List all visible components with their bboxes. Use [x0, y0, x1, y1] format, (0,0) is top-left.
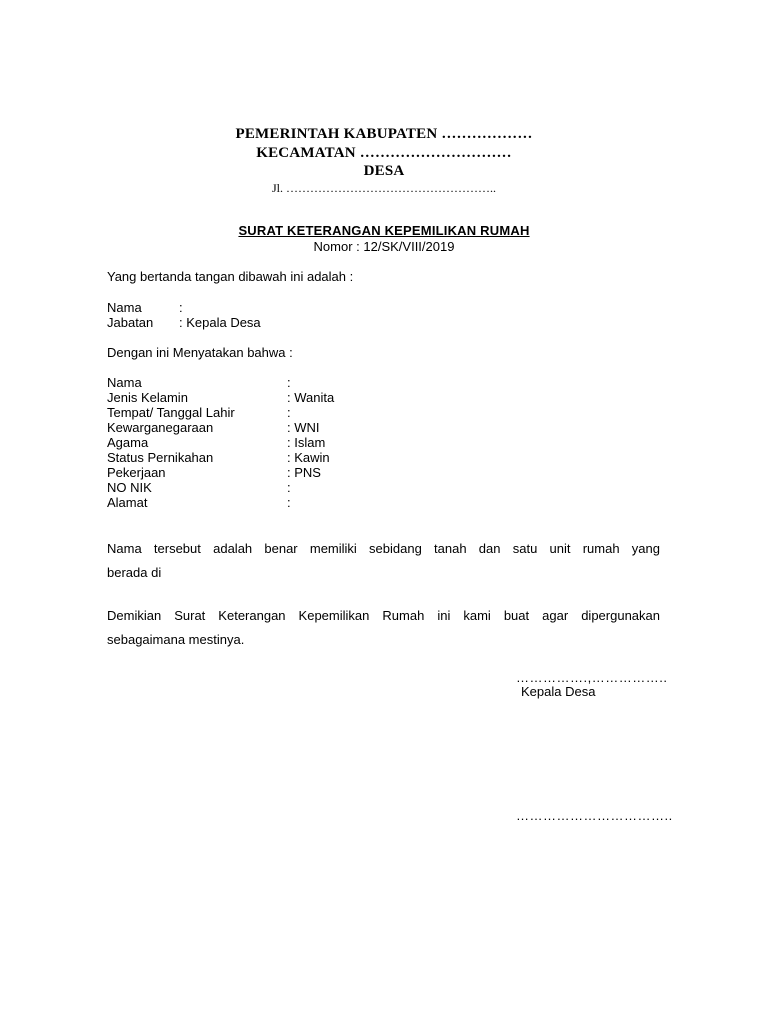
signer-label: Jabatan	[107, 315, 154, 330]
detail-label: Jenis Kelamin	[107, 390, 188, 405]
header-kecamatan: KECAMATAN …………………………	[256, 145, 512, 161]
letter-number: Nomor : 12/SK/VIII/2019	[313, 239, 455, 254]
signer-label: Nama	[107, 300, 142, 315]
signer-value: : Kepala Desa	[179, 315, 261, 330]
detail-value: : Wanita	[287, 390, 335, 405]
header-desa: DESA	[363, 163, 405, 179]
detail-value: : PNS	[287, 465, 321, 480]
signature-name-line: ……………………………..	[516, 808, 673, 823]
detail-label: NO NIK	[107, 480, 152, 495]
signer-value: :	[179, 300, 183, 315]
intro-text: Yang bertanda tangan dibawah ini adalah :	[107, 269, 354, 284]
detail-label: Tempat/ Tanggal Lahir	[107, 405, 235, 420]
detail-value: :	[287, 405, 291, 420]
paragraph-line: sebagaimana mestinya.	[107, 632, 245, 647]
detail-value: : Islam	[287, 435, 326, 450]
signature-role: Kepala Desa	[521, 684, 596, 699]
signature-place-date: …………….,……………..	[516, 670, 668, 685]
detail-value: :	[287, 480, 291, 495]
letter-title: SURAT KETERANGAN KEPEMILIKAN RUMAH	[238, 223, 530, 238]
detail-label: Alamat	[107, 495, 148, 510]
statement-text: Dengan ini Menyatakan bahwa :	[107, 345, 293, 360]
detail-value: :	[287, 495, 291, 510]
detail-label: Kewarganegaraan	[107, 420, 214, 435]
detail-label: Pekerjaan	[107, 465, 166, 480]
ownership-paragraph	[107, 537, 660, 585]
paragraph-line: Demikian Surat Keterangan Kepemilikan Rumah ini kami buat agar dipergunakan	[107, 608, 660, 623]
paragraph-line: Nama tersebut adalah benar memiliki sebidang tanah dan satu unit rumah yang	[107, 541, 660, 556]
paragraph-line: berada di	[107, 565, 162, 580]
detail-value: : Kawin	[287, 450, 330, 465]
detail-value: :	[287, 375, 291, 390]
header-address: Jl. ……………………………………………..	[271, 181, 496, 195]
detail-label: Nama	[107, 375, 142, 390]
header-kabupaten: PEMERINTAH KABUPATEN ………………	[235, 126, 533, 142]
detail-label: Agama	[107, 435, 149, 450]
detail-value: : WNI	[287, 420, 320, 435]
closing-paragraph	[107, 604, 660, 652]
detail-label: Status Pernikahan	[107, 450, 214, 465]
